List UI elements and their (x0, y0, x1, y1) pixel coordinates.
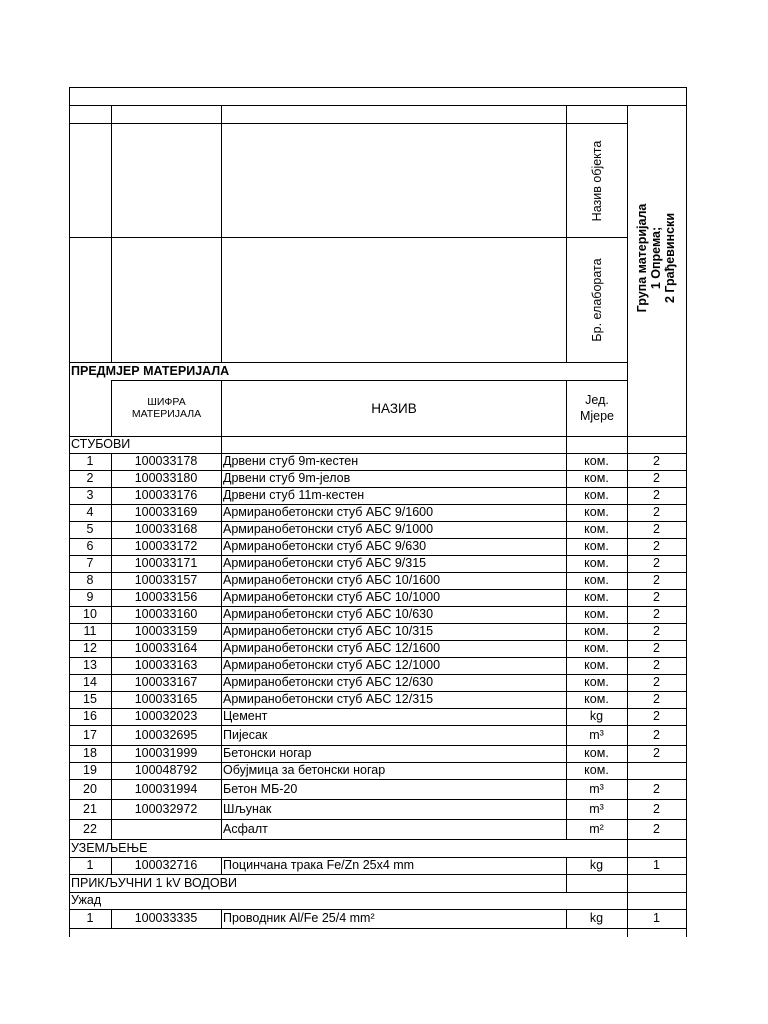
table-row-poles-15-num: 15 (83, 692, 97, 706)
table-row-poles-12-name: Армиранобетонски стуб АБС 12/1600 (223, 641, 441, 655)
table-row-poles-10-code: 100033160 (134, 607, 198, 621)
table-row-poles-15-code: 100033165 (134, 692, 198, 706)
table-row-poles-21-unit: m³ (589, 802, 604, 816)
table-row-poles-5-code: 100033168 (134, 522, 198, 536)
table-row-poles-7-unit: ком. (584, 556, 609, 570)
table-row-rope-1-num: 1 (86, 911, 94, 925)
table-row-poles-2-code: 100033180 (134, 471, 198, 485)
table-row-poles-21-code: 100032972 (134, 802, 198, 816)
table-row-poles-13-group: 2 (653, 658, 660, 672)
table-row-poles-7-code: 100033171 (134, 556, 198, 570)
section-rope: Ужад (71, 893, 102, 907)
left-border-top (69, 87, 70, 105)
table-row-rope-1-code: 100033335 (134, 911, 198, 925)
table-row-poles-20-unit: m³ (589, 782, 604, 796)
table-row-poles-20-name: Бетон МБ-20 (223, 782, 298, 796)
table-row-poles-3-num: 3 (86, 488, 94, 502)
section-poles: СТУБОВИ (71, 437, 131, 451)
col-header-code: ШИФРА МАТЕРИЈАЛА (131, 396, 202, 420)
table-row-poles-17-code: 100032695 (134, 728, 198, 742)
table-row-poles-19-num: 19 (83, 763, 97, 777)
table-row-poles-14-num: 14 (83, 675, 97, 689)
table-row-poles-4-num: 4 (86, 505, 94, 519)
table-row-poles-8-group: 2 (653, 573, 660, 587)
table-row-poles-22-name: Асфалт (223, 822, 268, 836)
table-row-poles-19-name: Обујмица за бетонски ногар (223, 763, 386, 777)
table-row-poles-2-name: Дрвени стуб 9m-јелов (223, 471, 351, 485)
table-row-poles-21-name: Шљунак (223, 802, 272, 816)
table-row-poles-17-group: 2 (653, 728, 660, 742)
table-row-poles-9-group: 2 (653, 590, 660, 604)
table-row-poles-16-name: Цемент (223, 709, 268, 723)
section-connections: ПРИКЉУЧНИ 1 kV ВОДОВИ (71, 876, 237, 890)
table-row-poles-6-code: 100033172 (134, 539, 198, 553)
page-title: ПРЕДМЈЕР МАТЕРИЈАЛА (71, 364, 230, 378)
table-row-poles-20-num: 20 (83, 782, 97, 796)
table-row-poles-1-group: 2 (653, 454, 660, 468)
table-row-poles-12-group: 2 (653, 641, 660, 655)
table-row-poles-19-code: 100048792 (134, 763, 198, 777)
table-row-poles-10-num: 10 (83, 607, 97, 621)
elaborate-no-label: Бр. елабората (590, 258, 604, 342)
col-header-name: НАЗИВ (371, 401, 417, 416)
table-row-poles-5-num: 5 (86, 522, 94, 536)
table-row-grounding-1-name: Поцинчана трака Fe/Zn 25x4 mm (223, 858, 415, 872)
table-row-poles-5-name: Армиранобетонски стуб АБС 9/1000 (223, 522, 434, 536)
table-row-poles-4-name: Армиранобетонски стуб АБС 9/1600 (223, 505, 434, 519)
table-row-poles-18-name: Бетонски ногар (223, 746, 312, 760)
table-row-poles-21-num: 21 (83, 802, 97, 816)
table-row-poles-1-name: Дрвени стуб 9m-кестен (223, 454, 359, 468)
table-row-poles-13-num: 13 (83, 658, 97, 672)
table-row-poles-15-group: 2 (653, 692, 660, 706)
table-row-poles-5-group: 2 (653, 522, 660, 536)
table-row-rope-1-name: Проводник Al/Fe 25/4 mm² (223, 911, 375, 925)
table-row-grounding-1-unit: kg (589, 858, 604, 872)
top-rule (69, 87, 686, 88)
table-row-rope-1-group: 1 (653, 911, 660, 925)
table-row-poles-4-group: 2 (653, 505, 660, 519)
table-row-poles-3-code: 100033176 (134, 488, 198, 502)
table-row-poles-13-unit: ком. (584, 658, 609, 672)
table-row-poles-10-unit: ком. (584, 607, 609, 621)
table-row-poles-3-group: 2 (653, 488, 660, 502)
section-grounding: УЗЕМЉЕЊЕ (71, 841, 148, 855)
table-row-poles-3-unit: ком. (584, 488, 609, 502)
table-row-poles-8-code: 100033157 (134, 573, 198, 587)
table-row-poles-9-num: 9 (86, 590, 94, 604)
table-row-poles-4-code: 100033169 (134, 505, 198, 519)
material-group-label: Група материјала 1 Опрема; 2 Грађевински (635, 203, 677, 313)
table-row-poles-19-unit: ком. (584, 763, 609, 777)
table-row-poles-2-num: 2 (86, 471, 94, 485)
table-row-poles-16-code: 100032023 (134, 709, 198, 723)
table-row-poles-16-unit: kg (589, 709, 604, 723)
table-row-poles-11-group: 2 (653, 624, 660, 638)
table-row-poles-13-code: 100033163 (134, 658, 198, 672)
table-row-poles-17-num: 17 (83, 728, 97, 742)
table-row-poles-1-num: 1 (86, 454, 94, 468)
table-row-poles-1-code: 100033178 (134, 454, 198, 468)
table-row-poles-15-name: Армиранобетонски стуб АБС 12/315 (223, 692, 434, 706)
col-header-unit: Јед. Мјере (579, 393, 615, 423)
table-row-poles-9-name: Армиранобетонски стуб АБС 10/1000 (223, 590, 441, 604)
table-row-grounding-1-group: 1 (653, 858, 660, 872)
table-row-poles-7-num: 7 (86, 556, 94, 570)
table-row-poles-15-unit: ком. (584, 692, 609, 706)
table-row-rope-1-unit: kg (589, 911, 604, 925)
table-row-poles-14-name: Армиранобетонски стуб АБС 12/630 (223, 675, 434, 689)
table-row-poles-22-group: 2 (653, 822, 660, 836)
table-row-poles-22-num: 22 (83, 822, 97, 836)
table-row-poles-8-num: 8 (86, 573, 94, 587)
table-row-poles-2-unit: ком. (584, 471, 609, 485)
table-row-poles-6-group: 2 (653, 539, 660, 553)
table-row-poles-1-unit: ком. (584, 454, 609, 468)
table-row-poles-7-name: Армиранобетонски стуб АБС 9/315 (223, 556, 427, 570)
table-row-poles-14-unit: ком. (584, 675, 609, 689)
table-row-poles-18-code: 100031999 (134, 746, 198, 760)
table-row-poles-9-code: 100033156 (134, 590, 198, 604)
table-row-poles-16-group: 2 (653, 709, 660, 723)
table-row-poles-14-group: 2 (653, 675, 660, 689)
table-row-poles-10-name: Армиранобетонски стуб АБС 10/630 (223, 607, 434, 621)
table-row-poles-17-unit: m³ (589, 728, 604, 742)
table-row-poles-13-name: Армиранобетонски стуб АБС 12/1000 (223, 658, 441, 672)
table-row-poles-11-name: Армиранобетонски стуб АБС 10/315 (223, 624, 434, 638)
table-row-poles-12-code: 100033164 (134, 641, 198, 655)
table-row-poles-18-group: 2 (653, 746, 660, 760)
table-row-poles-11-num: 11 (83, 624, 97, 638)
table-row-grounding-1-code: 100032716 (134, 858, 198, 872)
table-row-poles-7-group: 2 (653, 556, 660, 570)
table-row-poles-4-unit: ком. (584, 505, 609, 519)
table-row-poles-3-name: Дрвени стуб 11m-кестен (223, 488, 365, 502)
table-row-poles-21-group: 2 (653, 802, 660, 816)
table-row-poles-5-unit: ком. (584, 522, 609, 536)
table-row-poles-8-unit: ком. (584, 573, 609, 587)
table-row-poles-22-unit: m² (589, 822, 604, 836)
table-row-poles-2-group: 2 (653, 471, 660, 485)
table-row-poles-11-code: 100033159 (134, 624, 198, 638)
table-row-poles-20-code: 100031994 (134, 782, 198, 796)
object-name-label: Назив објекта (590, 140, 604, 222)
table-row-poles-16-num: 16 (83, 709, 97, 723)
table-row-poles-18-unit: ком. (584, 746, 609, 760)
table-row-poles-20-group: 2 (653, 782, 660, 796)
table-row-poles-6-num: 6 (86, 539, 94, 553)
table-row-poles-18-num: 18 (83, 746, 97, 760)
table-row-grounding-1-num: 1 (86, 858, 94, 872)
table-row-poles-12-unit: ком. (584, 641, 609, 655)
table-row-poles-12-num: 12 (83, 641, 97, 655)
table-row-poles-14-code: 100033167 (134, 675, 198, 689)
table-row-poles-17-name: Пијесак (223, 728, 268, 742)
table-row-poles-6-name: Армиранобетонски стуб АБС 9/630 (223, 539, 427, 553)
table-row-poles-8-name: Армиранобетонски стуб АБС 10/1600 (223, 573, 441, 587)
table-row-poles-10-group: 2 (653, 607, 660, 621)
table-row-poles-6-unit: ком. (584, 539, 609, 553)
table-row-poles-11-unit: ком. (584, 624, 609, 638)
table-row-poles-9-unit: ком. (584, 590, 609, 604)
